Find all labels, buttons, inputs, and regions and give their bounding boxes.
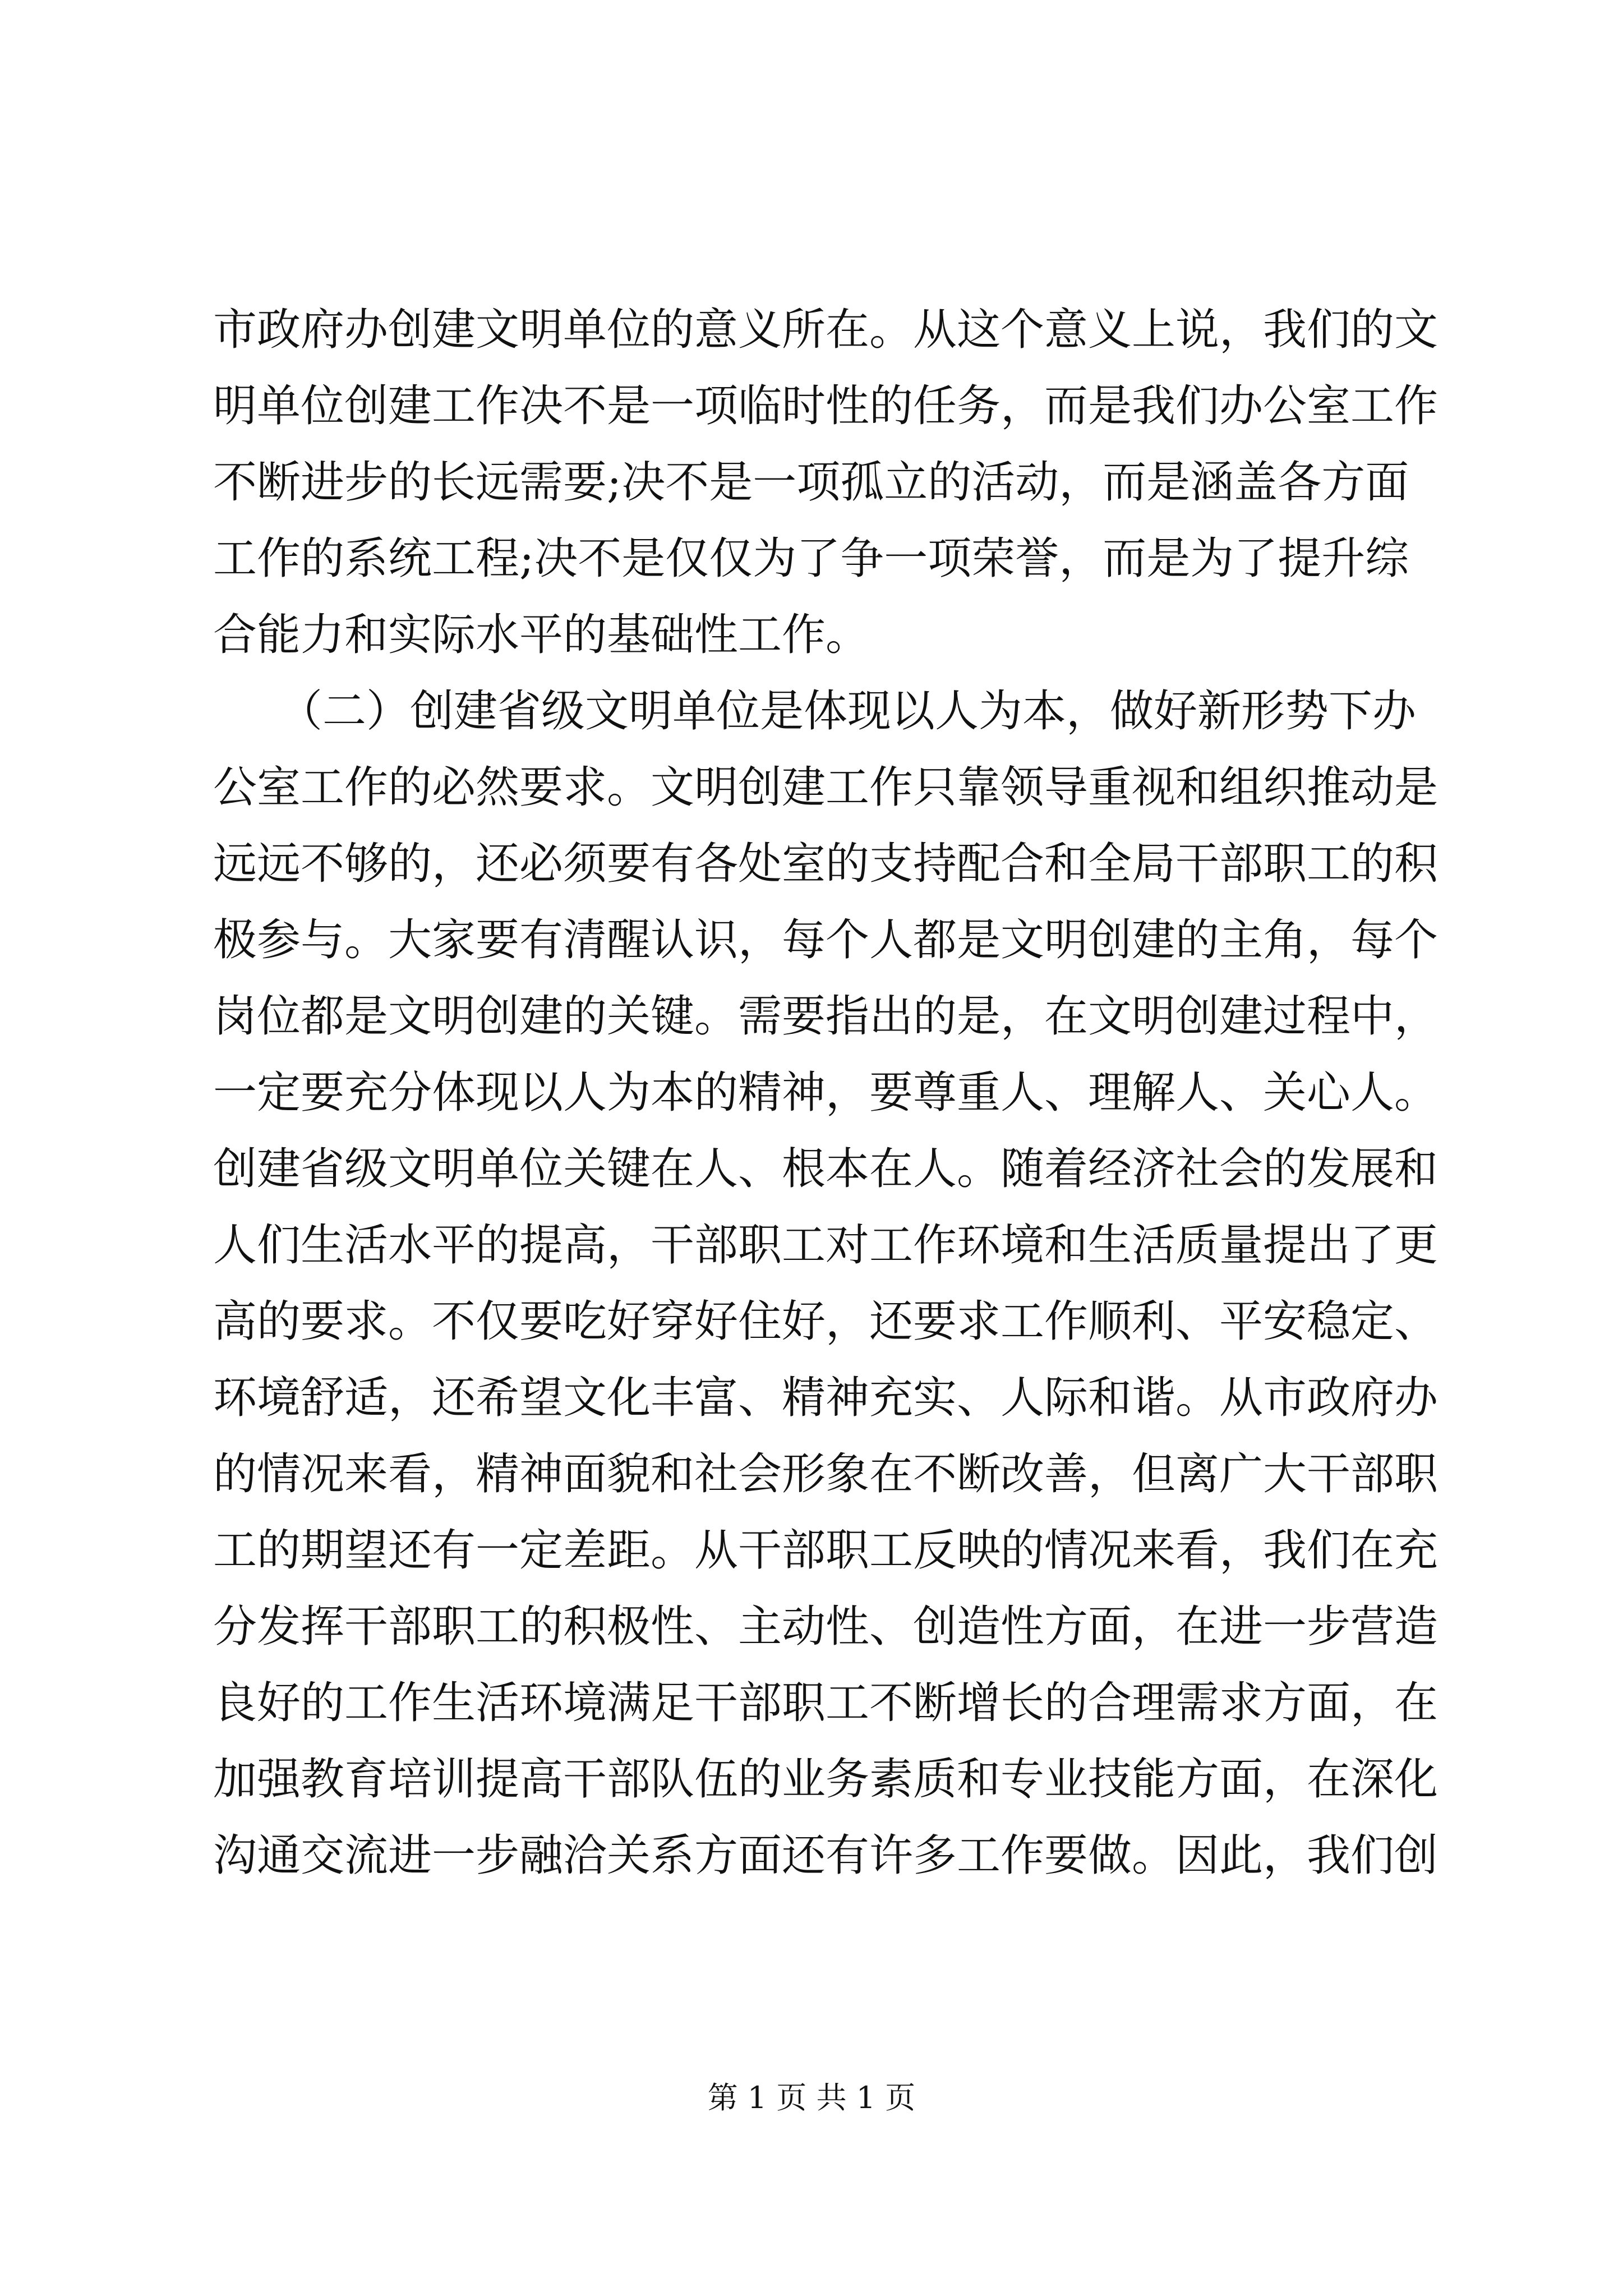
text-line: 人们生活水平的提高，干部职工对工作环境和生活质量提出了更 (213, 1220, 1438, 1271)
text-line: 环境舒适，还希望文化丰富、精神充实、人际和谐。从市政府办 (213, 1373, 1438, 1423)
page-number-label: 第 1 页 共 1 页 (707, 2080, 916, 2115)
text-line: 远远不够的，还必须要有各处室的支持配合和全局干部职工的积 (213, 839, 1438, 889)
text-line: 沟通交流进一步融洽关系方面还有许多工作要做。因此，我们创 (213, 1830, 1438, 1881)
text-line: 分发挥干部职工的积极性、主动性、创造性方面，在进一步营造 (213, 1602, 1438, 1652)
text-line: 的情况来看，精神面貌和社会形象在不断改善，但离广大干部职 (213, 1449, 1438, 1499)
text-line: 市政府办创建文明单位的意义所在。从这个意义上说，我们的文 (213, 305, 1438, 355)
text-line: （二）创建省级文明单位是体现以人为本，做好新形势下办 (213, 686, 1417, 737)
text-line: 工作的系统工程;决不是仅仅为了争一项荣誉，而是为了提升综 (213, 533, 1409, 584)
text-line: 合能力和实际水平的基础性工作。 (213, 610, 870, 660)
text-line: 加强教育培训提高干部队伍的业务素质和专业技能方面，在深化 (213, 1754, 1438, 1805)
text-line: 极参与。大家要有清醒认识，每个人都是文明创建的主角，每个 (213, 915, 1438, 965)
text-line: 不断进步的长远需要;决不是一项孤立的活动，而是涵盖各方面 (213, 457, 1409, 508)
text-line: 明单位创建工作决不是一项临时性的任务，而是我们办公室工作 (213, 381, 1438, 431)
text-line: 一定要充分体现以人为本的精神，要尊重人、理解人、关心人。 (213, 1068, 1438, 1118)
text-line: 工的期望还有一定差距。从干部职工反映的情况来看，我们在充 (213, 1525, 1438, 1576)
text-line: 创建省级文明单位关键在人、根本在人。随着经济社会的发展和 (213, 1144, 1438, 1194)
text-line: 良好的工作生活环境满足干部职工不断增长的合理需求方面，在 (213, 1678, 1438, 1728)
page-footer (0, 2076, 1623, 2120)
text-line: 公室工作的必然要求。文明创建工作只靠领导重视和组织推动是 (213, 762, 1438, 813)
body-text (213, 292, 1438, 1894)
text-line: 岗位都是文明创建的关键。需要指出的是，在文明创建过程中， (213, 991, 1438, 1042)
text-line: 高的要求。不仅要吃好穿好住好，还要求工作顺利、平安稳定、 (213, 1296, 1438, 1347)
